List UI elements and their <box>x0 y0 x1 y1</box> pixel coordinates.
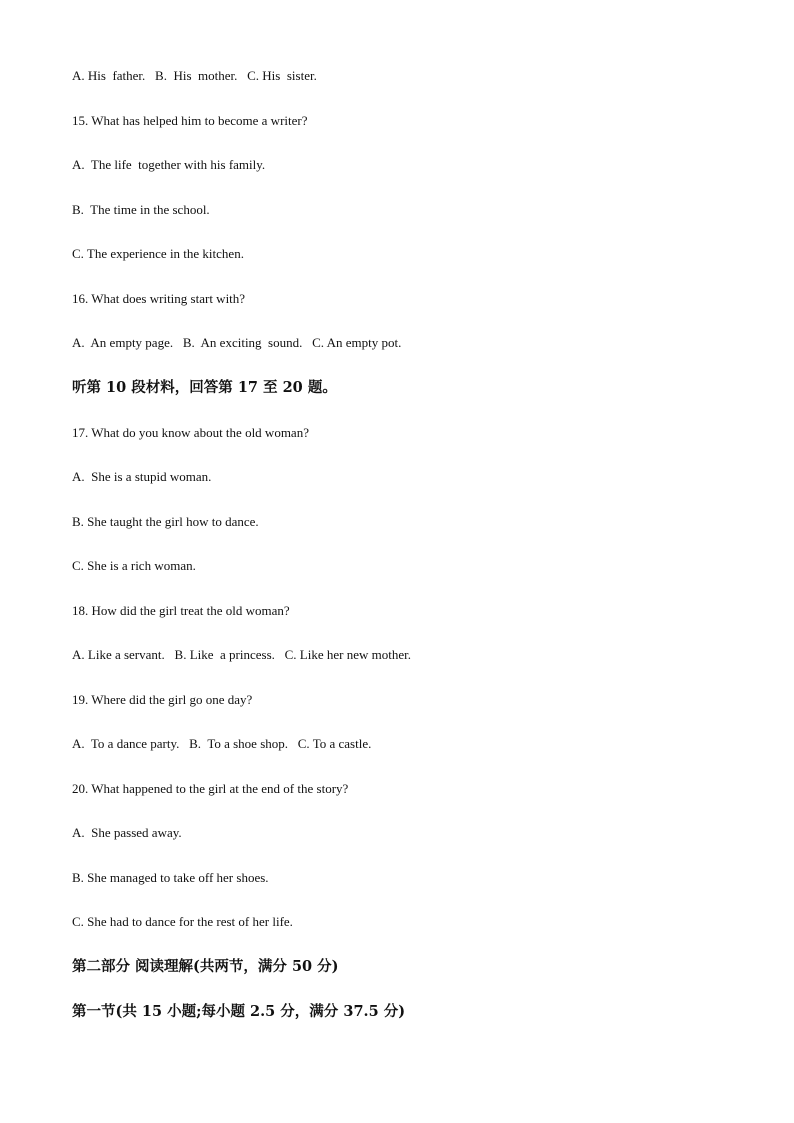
q17-option-a: A. She is a stupid woman. <box>72 469 212 484</box>
q20-option-a: A. She passed away. <box>72 825 182 840</box>
q16-question: 16. What does writing start with? <box>72 291 246 306</box>
q20-question: 20. What happened to the girl at the end of the story? <box>72 781 349 796</box>
q19-options: A. To a dance party. B. To a shoe shop. C. To a castle. <box>72 736 372 751</box>
q16-options: A. An empty page. B. An exciting sound. C. An empty pot. <box>72 335 402 350</box>
q14-options: A. His father. B. His mother. C. His sister. <box>72 68 317 83</box>
q17-option-b: B. She taught the girl how to dance. <box>72 514 259 529</box>
q17-option-c: C. She is a rich woman. <box>72 558 196 573</box>
q19-question: 19. Where did the girl go one day? <box>72 692 253 707</box>
q20-option-b: B. She managed to take off her shoes. <box>72 870 269 885</box>
q15-option-c: C. The experience in the kitchen. <box>72 246 244 261</box>
q17-question: 17. What do you know about the old woman? <box>72 425 309 440</box>
q18-question: 18. How did the girl treat the old woman? <box>72 603 290 618</box>
part-2-heading: 第二部分 阅读理解(共两节，满分 50 分) <box>72 958 339 975</box>
section-10-heading: 听第 10 段材料，回答第 17 至 20 题。 <box>72 379 337 396</box>
q18-options: A. Like a servant. B. Like a princess. C. Like her new mother. <box>72 647 411 662</box>
q15-option-a: A. The life together with his family. <box>72 157 266 172</box>
q15-question: 15. What has helped him to become a writer? <box>72 113 308 128</box>
q20-option-c: C. She had to dance for the rest of her life. <box>72 914 293 929</box>
q15-option-b: B. The time in the school. <box>72 202 210 217</box>
section-1-heading: 第一节(共 15 小题;每小题 2.5 分，满分 37.5 分) <box>72 1003 406 1020</box>
